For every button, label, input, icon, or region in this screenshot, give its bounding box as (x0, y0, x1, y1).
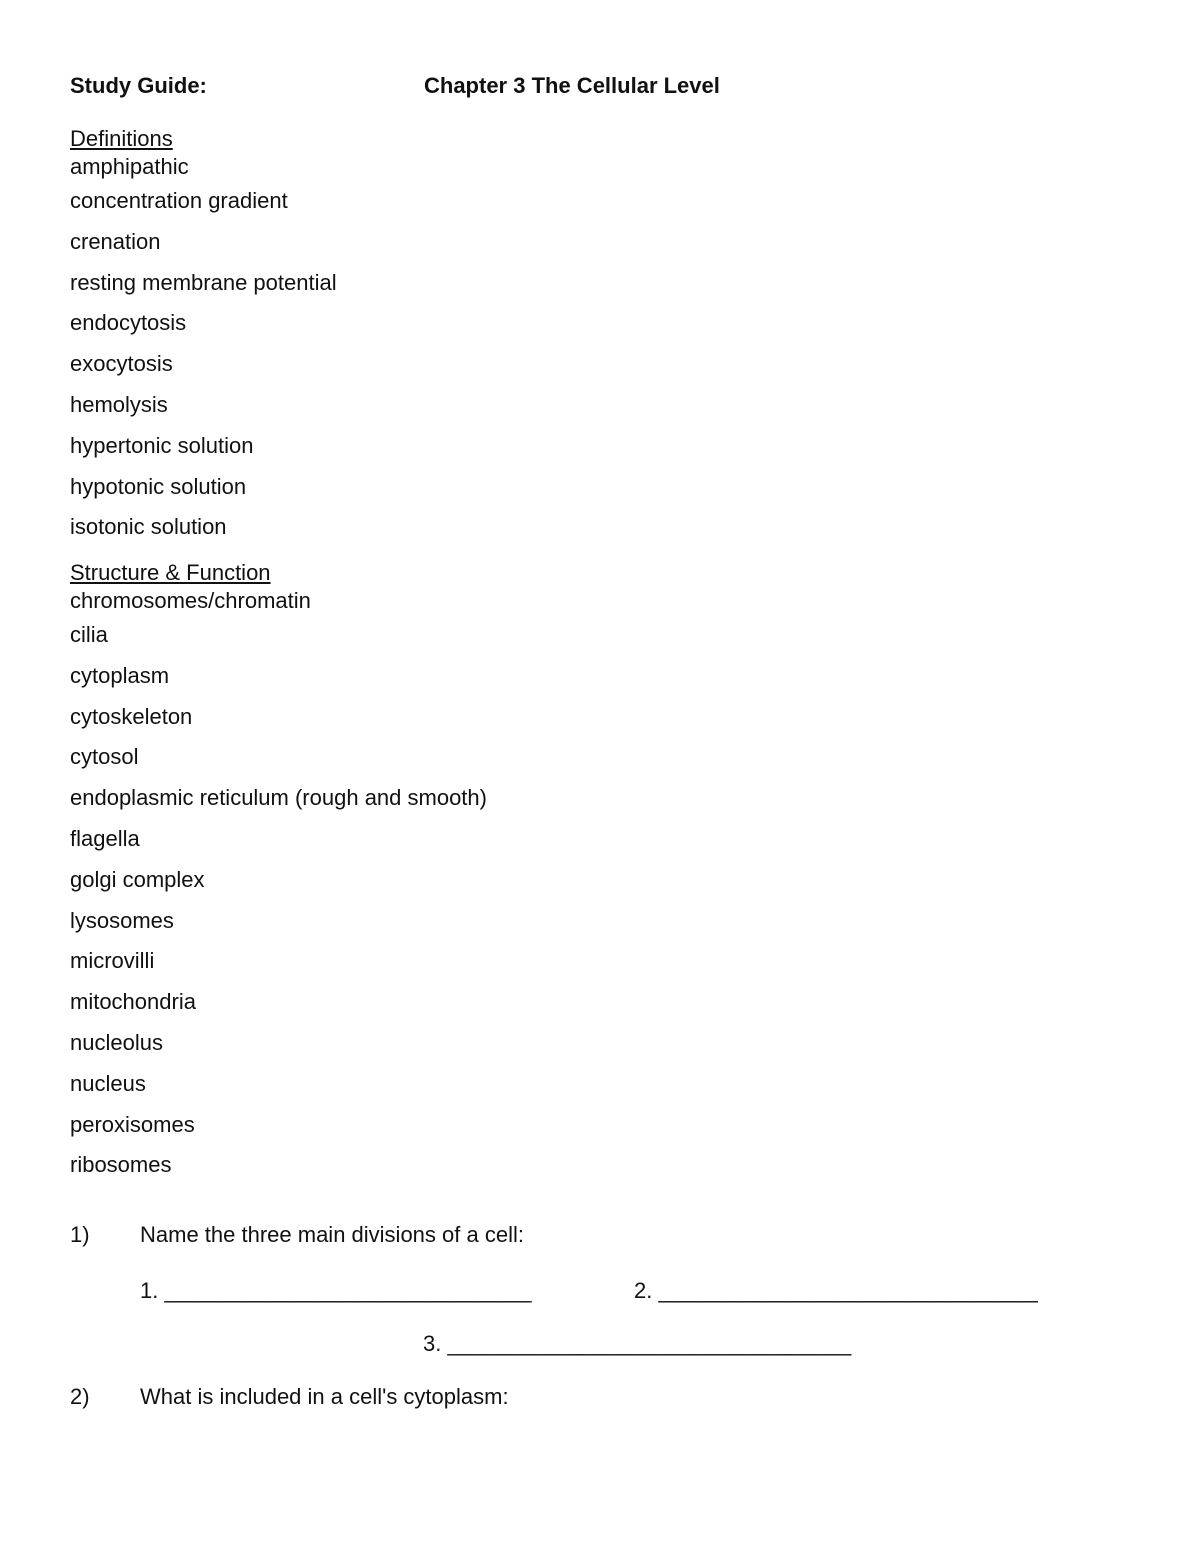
structure-item: peroxisomes (70, 1111, 195, 1137)
structure-item: golgi complex (70, 866, 205, 892)
definition-item: endocytosis (70, 310, 187, 336)
definition-item: resting membrane potential (70, 269, 337, 295)
question-1 (70, 1221, 970, 1249)
question-number: 2) (70, 1384, 90, 1409)
definitions-heading: Definitions (70, 126, 173, 151)
answer-blank-3[interactable]: 3. _________________________________ (423, 1331, 852, 1356)
structure-item: mitochondria (70, 989, 196, 1015)
structure-item: nucleolus (70, 1029, 163, 1055)
structure-function-section (70, 559, 487, 1186)
question-text: What is included in a cell's cytoplasm: (140, 1384, 509, 1409)
definition-item: concentration gradient (70, 188, 288, 213)
chapter-title: Chapter 3 The Cellular Level (424, 73, 720, 98)
structure-item: chromosomes/chromatin (70, 588, 311, 613)
definition-item: isotonic solution (70, 514, 227, 540)
structure-item: cytoplasm (70, 662, 170, 688)
question-number: 1) (70, 1222, 90, 1247)
question-text: Name the three main divisions of a cell: (140, 1222, 524, 1247)
definition-item: hypertonic solution (70, 432, 254, 458)
structure-item: cytosol (70, 744, 139, 770)
answer-blank-2[interactable]: 2. _______________________________ (634, 1278, 1038, 1303)
structure-item: microvilli (70, 948, 155, 974)
structure-item: endoplasmic reticulum (rough and smooth) (70, 785, 487, 811)
structure-item: nucleus (70, 1070, 146, 1096)
structure-item: ribosomes (70, 1152, 172, 1178)
answer-blank-1[interactable]: 1. ______________________________ (140, 1278, 532, 1303)
definition-item: hypotonic solution (70, 473, 247, 499)
structure-function-heading: Structure & Function (70, 560, 271, 585)
definition-item: amphipathic (70, 154, 189, 179)
structure-item: cytoskeleton (70, 703, 193, 729)
definition-item: hemolysis (70, 391, 168, 417)
definitions-section (70, 125, 337, 548)
structure-item: cilia (70, 622, 108, 647)
definition-item: crenation (70, 228, 161, 254)
question-2 (70, 1383, 970, 1411)
definition-item: exocytosis (70, 351, 173, 377)
structure-item: flagella (70, 825, 140, 851)
structure-item: lysosomes (70, 907, 174, 933)
study-guide-label: Study Guide: (70, 73, 207, 98)
